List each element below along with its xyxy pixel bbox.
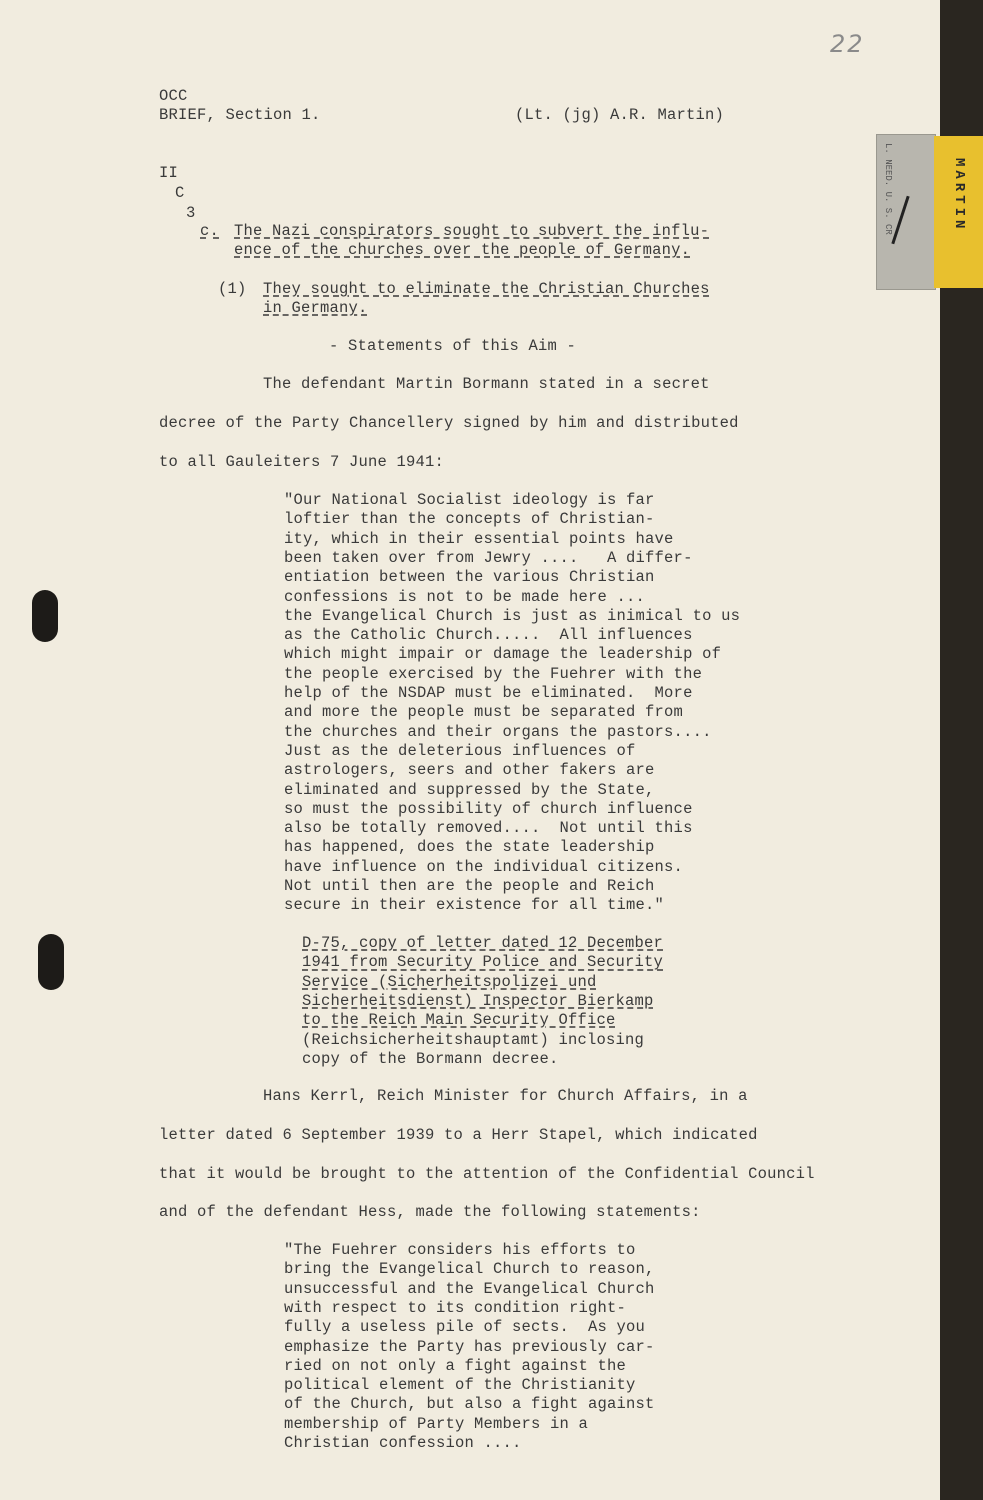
quote1-line: has happened, does the state leadership bbox=[284, 838, 655, 857]
quote2-line: unsuccessful and the Evangelical Church bbox=[284, 1279, 655, 1298]
heading-1-marker: (1) bbox=[218, 280, 247, 298]
quote1-line: which might impair or damage the leadership of bbox=[284, 645, 722, 664]
quote1-line: as the Catholic Church..... All influences bbox=[284, 626, 693, 645]
punch-hole bbox=[38, 934, 64, 990]
citation1-line: Sicherheitsdienst) Inspector Bierkamp bbox=[302, 991, 654, 1010]
quote1-line: secure in their existence for all time." bbox=[284, 896, 665, 915]
grey-index-tab bbox=[876, 134, 936, 290]
quote1-line: astrologers, seers and other fakers are bbox=[284, 761, 655, 780]
citation1-line: 1941 from Security Police and Security bbox=[302, 953, 664, 972]
quote1-line: eliminated and suppressed by the State, bbox=[284, 780, 655, 799]
quote1-line: entiation between the various Christian bbox=[284, 568, 655, 587]
header-line-1: OCC bbox=[159, 87, 188, 105]
citation1-line: (Reichsicherheitshauptamt) inclosing bbox=[302, 1030, 645, 1049]
quote1-line: ity, which in their essential points have bbox=[284, 529, 674, 548]
header-author: (Lt. (jg) A.R. Martin) bbox=[515, 106, 725, 124]
quote1-line: been taken over from Jewry .... A differ- bbox=[284, 548, 693, 567]
citation1-line: copy of the Bormann decree. bbox=[302, 1049, 559, 1068]
citation1-line: to the Reich Main Security Office bbox=[302, 1011, 616, 1030]
para2-line: Hans Kerrl, Reich Minister for Church Affairs, in a bbox=[263, 1087, 748, 1105]
quote1-line: help of the NSDAP must be eliminated. More bbox=[284, 684, 693, 702]
quote2-line: Christian confession .... bbox=[284, 1434, 522, 1452]
heading-1-line-2: in Germany. bbox=[263, 299, 368, 317]
quote1-line: the churches and their organs the pastors.... bbox=[284, 722, 712, 741]
quote2-line: ried on not only a fight against the bbox=[284, 1356, 627, 1375]
quote1-line: so must the possibility of church influence bbox=[284, 799, 693, 818]
citation1-line: D-75, copy of letter dated 12 December bbox=[302, 934, 664, 952]
heading-c-line-2: ence of the churches over the people of Germany. bbox=[234, 241, 691, 259]
quote1-line: and more the people must be separated from bbox=[284, 703, 684, 722]
punch-hole bbox=[32, 590, 58, 642]
yellow-index-tab bbox=[934, 136, 983, 288]
outline-level-2: C bbox=[175, 184, 185, 202]
heading-1-line-1: They sought to eliminate the Christian Churches bbox=[263, 280, 710, 298]
quote2-line: bring the Evangelical Church to reason, bbox=[284, 1260, 655, 1279]
heading-c-line-1: The Nazi conspirators sought to subvert the influ- bbox=[234, 222, 710, 240]
tab-label: MARTIN bbox=[951, 158, 967, 233]
quote2-line: "The Fuehrer considers his efforts to bbox=[284, 1241, 636, 1259]
heading-c-marker: c. bbox=[200, 222, 220, 240]
quote2-line: fully a useless pile of sects. As you bbox=[284, 1318, 646, 1337]
quote1-line: also be totally removed.... Not until this bbox=[284, 819, 693, 838]
quote2-line: membership of Party Members in a bbox=[284, 1414, 589, 1433]
para2-line: and of the defendant Hess, made the following statements: bbox=[159, 1203, 701, 1221]
quote1-line: "Our National Socialist ideology is far bbox=[284, 491, 655, 509]
quote1-line: the people exercised by the Fuehrer with the bbox=[284, 664, 703, 683]
para2-line: letter dated 6 September 1939 to a Herr Stapel, which indicated bbox=[159, 1126, 758, 1144]
pen-mark bbox=[891, 196, 909, 244]
header-line-2: BRIEF, Section 1. bbox=[159, 106, 321, 124]
quote1-line: confessions is not to be made here ... bbox=[284, 587, 646, 606]
quote1-line: have influence on the individual citizens. bbox=[284, 857, 684, 876]
page-number: 22 bbox=[830, 30, 865, 58]
quote2-line: of the Church, but also a fight against bbox=[284, 1395, 655, 1414]
para1-line: The defendant Martin Bormann stated in a secret bbox=[263, 375, 710, 393]
para1-line: decree of the Party Chancellery signed by him and distributed bbox=[159, 414, 739, 432]
para2-line: that it would be brought to the attention of the Confidential Council bbox=[159, 1165, 815, 1183]
outline-level-3: 3 bbox=[186, 204, 196, 222]
quote1-line: loftier than the concepts of Christian- bbox=[284, 510, 655, 529]
quote1-line: Just as the deleterious influences of bbox=[284, 741, 636, 760]
outline-level-1: II bbox=[159, 164, 179, 182]
quote1-line: Not until then are the people and Reich bbox=[284, 877, 655, 895]
tab-stamp: L. NEED. U. S. CR bbox=[883, 143, 893, 235]
quote2-line: political element of the Christianity bbox=[284, 1376, 636, 1395]
section-title: - Statements of this Aim - bbox=[329, 337, 577, 355]
quote2-line: with respect to its condition right- bbox=[284, 1298, 627, 1317]
quote2-line: emphasize the Party has previously car- bbox=[284, 1337, 655, 1356]
para1-line: to all Gauleiters 7 June 1941: bbox=[159, 453, 445, 471]
quote1-line: the Evangelical Church is just as inimical to us bbox=[284, 606, 741, 625]
citation1-line: Service (Sicherheitspolizei und bbox=[302, 972, 597, 991]
